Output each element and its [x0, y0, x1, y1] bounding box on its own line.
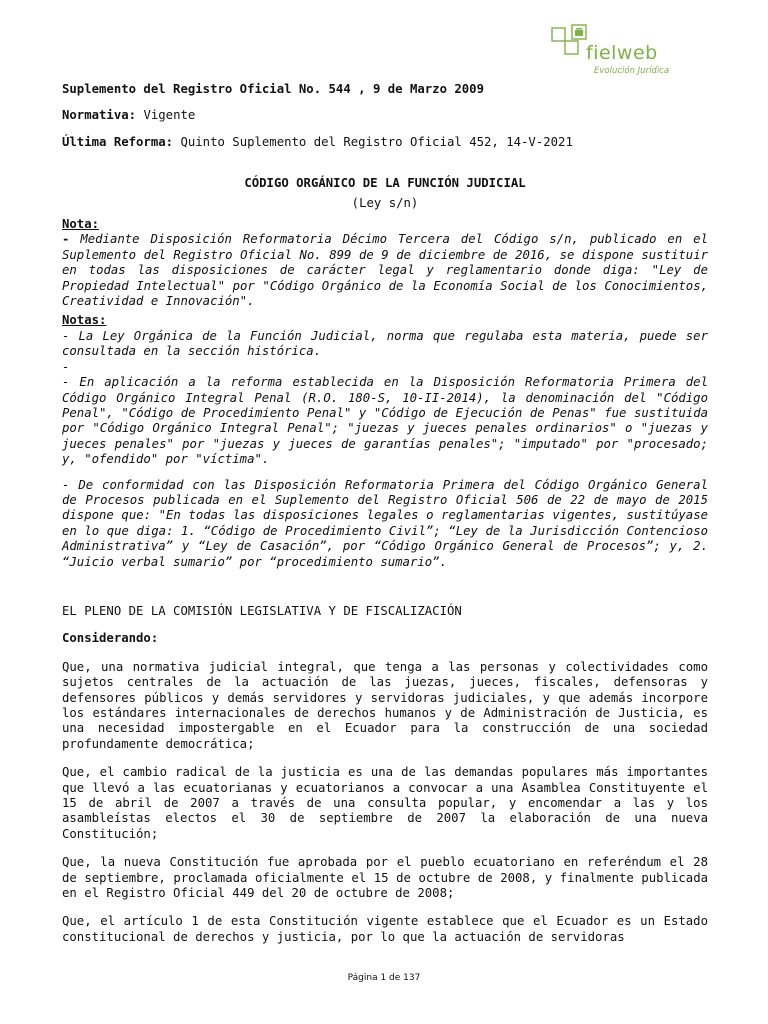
logo-brand: fielweb — [586, 42, 658, 64]
reforma-value: Quinto Suplemento del Registro Oficial 452, 14-V-2021 — [173, 134, 573, 149]
considerando-paragraph: Que, una normativa judicial integral, que tenga a las personas y colectividades como sujetos centrales de la actuación de las juezas, jueces, fiscales, defensoras y defensores públicos y demás servidores y servidoras judiciales, y que además incorpore los estándares internacionales de derechos humanos y de Administración de Justicia, es una necesidad impostergable en el Ecuador para la construcción de una sociedad profundamente democrática; — [62, 659, 708, 751]
page-number: Página 1 de 137 — [347, 973, 421, 983]
notas-heading: Notas: — [62, 313, 107, 328]
reforma-label: Última Reforma: — [62, 134, 174, 149]
normativa-line — [62, 108, 708, 123]
nota-item: - En aplicación a la reforma establecida en la Disposición Reformatoria Primera del Código Orgánico Integral Penal (R.O. 180-S, 10-II-2014), la denominación del "Código Penal", "Código de Procedimiento Penal" y "Código de Ejecución de Penas" fue sustituida por "Código Orgánico Integral Penal"; "juezas y jueces penales ordinarios" o "juezas y jueces penales" por "juezas y jueces de garantías penales"; "imputado" por "procesado; y, "ofendido" por "víctima". — [62, 375, 708, 467]
considerando-paragraph: Que, el artículo 1 de esta Constitución vigente establece que el Ecuador es un Estado constitucional de derechos y justicia, por lo que la actuación de servidoras — [62, 914, 708, 944]
document-body — [62, 82, 708, 945]
notas-list — [62, 329, 708, 570]
considerando-paragraph: Que, el cambio radical de la justicia es una de las demandas populares más importantes que llevó a las ecuatorianas y ecuatorianos a convocar a una Asamblea Constituyente el 15 de abril de 2007 a través de una consulta popular, y encomendar a las y los asambleístas electos el 30 de septiembre de 2007 la elaboración de una nueva Constitución; — [62, 765, 708, 841]
nota-item: - De conformidad con las Disposición Reformatoria Primera del Código Orgánico General de Procesos publicada en el Suplemento del Registro Oficial 506 de 22 de mayo de 2015 dispone que: "En todas las disposiciones legales o reglamentarias vigentes, sustitúyase en lo que diga: 1. “Código de Procedimiento Civil”; “Ley de la Jurisdicción Contencioso Administrativa” y “Ley de Casación”, por “Código Orgánico General de Procesos”; y, 2. “Juicio verbal sumario” por “procedimiento sumario”. — [62, 477, 708, 569]
document-subtitle: (Ley s/n) — [351, 195, 419, 210]
nota-heading: Nota: — [62, 217, 100, 232]
normativa-label: Normativa: — [62, 108, 137, 123]
registro-suplemento: Suplemento del Registro Oficial No. 544 , 9 de Marzo 2009 — [62, 82, 484, 96]
nota-item: - — [62, 359, 70, 374]
normativa-value: Vigente — [136, 108, 196, 123]
considerando-heading: Considerando: — [62, 631, 159, 646]
pleno-heading: EL PLENO DE LA COMISIÓN LEGISLATIVA Y DE FISCALIZACIÓN — [62, 603, 462, 618]
ultima-reforma-line — [62, 135, 708, 150]
document-title: CÓDIGO ORGÁNICO DE LA FUNCIÓN JUDICIAL — [244, 176, 526, 191]
nota-item: - La Ley Orgánica de la Función Judicial, norma que regulaba esta materia, puede ser consultada en la sección histórica. — [62, 328, 708, 359]
logo-tagline: Evolución Jurídica — [594, 66, 670, 76]
considerando-paragraph: Que, la nueva Constitución fue aprobada por el pueblo ecuatoriano en referéndum el 28 de septiembre, proclamada oficialmente el 15 de octubre de 2008, y finalmente publicada en el Registro Oficial 449 del 20 de octubre de 2008; — [62, 855, 708, 901]
fielweb-logo — [548, 22, 678, 82]
nota-text: - Mediante Disposición Reformatoria Décimo Tercera del Código s/n, publicado en el Suplemento del Registro Oficial No. 899 de 9 de diciembre de 2016, se dispone sustituir en todas las disposiciones de carácter legal y reglamentario donde diga: "Ley de Propiedad Intelectual" por "Código Orgánico de la Economía Social de los Conocimientos, Creatividad e Innovación". — [62, 232, 708, 309]
